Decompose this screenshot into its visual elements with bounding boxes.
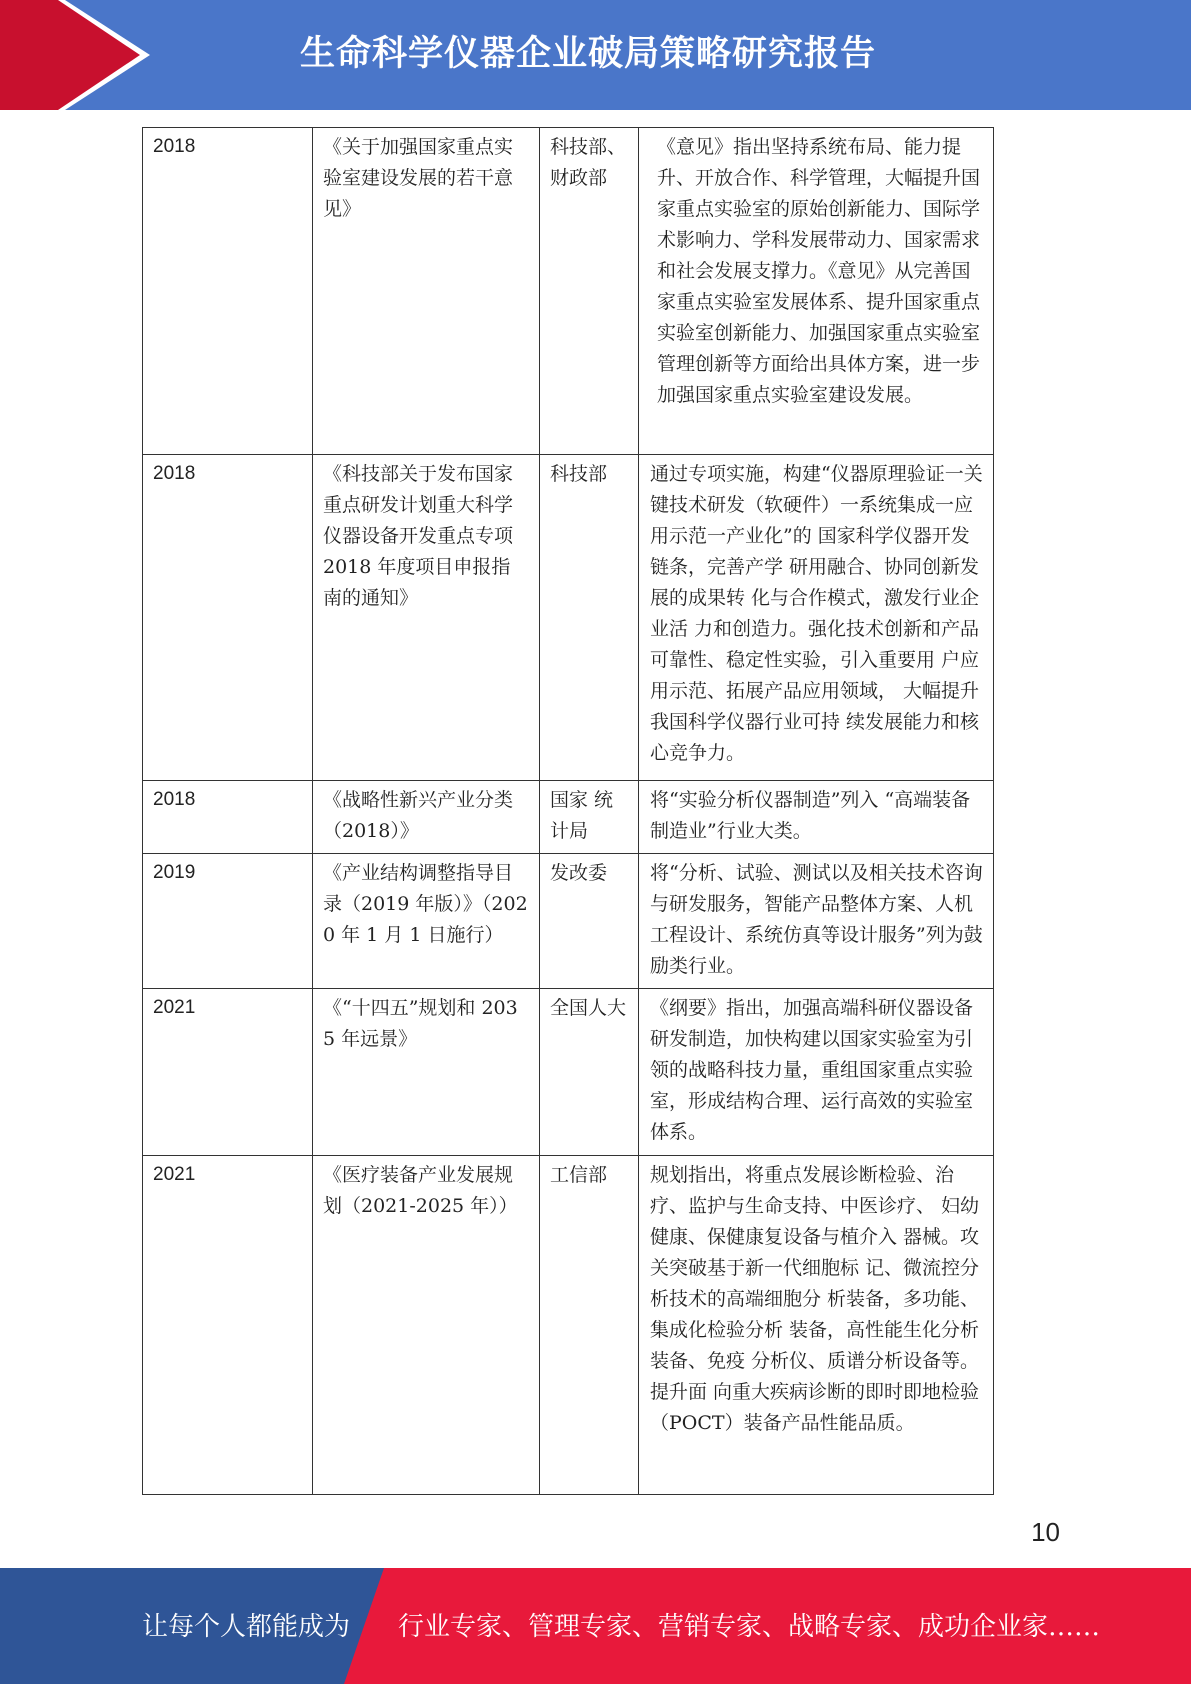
content-cell: 《意见》指出坚持系统布局、能力提升、开放合作、科学管理，大幅提升国家重点实验室的原始创新能力、国际学术影响力、学科发展带动力、国家需求和社会发展支撑力。《意见》从完善国家重点实验室发展体系、提升国家重点实验室创新能力、加强国家重点实验室管理创新等方面给出具体方案，进一步加强国家重点实验室建设发展。: [639, 128, 994, 455]
red-chevron-icon: [0, 0, 160, 110]
document-cell: 《产业结构调整指导目录（2019 年版）》（2020 年 1 月 1 日施行）: [313, 854, 540, 989]
issuer-cell: 工信部: [540, 1156, 639, 1495]
year-cell: 2018: [143, 128, 313, 455]
content-cell: 将“分析、试验、测试以及相关技术咨询与研发服务，智能产品整体方案、人机工程设计、系统仿真等设计服务”列为鼓励类行业。: [639, 854, 994, 989]
year-cell: 2021: [143, 989, 313, 1156]
issuer-cell: 科技部、财政部: [540, 128, 639, 455]
year-cell: 2018: [143, 781, 313, 854]
page-footer: [0, 1568, 1191, 1684]
table-row: [143, 1156, 994, 1495]
year-cell: 2021: [143, 1156, 313, 1495]
issuer-cell: 国家 统计局: [540, 781, 639, 854]
page-number: 10: [1031, 1517, 1060, 1547]
footer-lead-text: 让每个人都能成为: [142, 1612, 351, 1642]
document-cell: 《关于加强国家重点实验室建设发展的若干意见》: [313, 128, 540, 455]
document-cell: 《“十四五”规划和 2035 年远景》: [313, 989, 540, 1156]
content-cell: 《纲要》指出，加强高端科研仪器设备研发制造，加快构建以国家实验室为引领的战略科技力量，重组国家重点实验室，形成结构合理、运行高效的实验室体系。: [639, 989, 994, 1156]
policy-table: [142, 127, 994, 1495]
table-row: [143, 781, 994, 854]
table-row: [143, 455, 994, 781]
issuer-cell: 科技部: [540, 455, 639, 781]
footer-tagline: 行业专家、管理专家、营销专家、战略专家、成功企业家……: [398, 1612, 1101, 1642]
content-cell: 规划指出，将重点发展诊断检验、治疗、监护与生命支持、中医诊疗、 妇幼健康、保健康复设备与植介入 器械。攻关突破基于新一代细胞标 记、微流控分析技术的高端细胞分 析装备，多功能、集成化检验分析 装备，高性能生化分析装备、免疫 分析仪、质谱分析设备等。提升面 向重大疾病诊断的即时即地检验（POCT）装备产品性能品质。: [639, 1156, 994, 1495]
document-cell: 《战略性新兴产业分类（2018）》: [313, 781, 540, 854]
content-cell: [639, 455, 994, 781]
table-row: [143, 128, 994, 455]
year-cell: 2018: [143, 455, 313, 781]
page-header: [0, 0, 1191, 110]
issuer-cell: 全国人大: [540, 989, 639, 1156]
table-row: [143, 989, 994, 1156]
issuer-cell: 发改委: [540, 854, 639, 989]
report-title: 生命科学仪器企业破局策略研究报告: [300, 34, 877, 74]
document-cell: 《医疗装备产业发展规划（2021-2025 年））: [313, 1156, 540, 1495]
content-clip: 通过专项实施，构建“仪器原理验证一关键技术研发（软硬件）一系统集成一应用示范一产业化”的 国家科学仪器开发链条，完善产学 研用融合、协同创新发展的成果转 化与合作模式，激发行业企业活 力和创造力。强化技术创新和产品 可靠性、稳定性实验，引入重要用 户应用示范、拓展产品应用领域， 大幅提升我国科学仪器行业可持 续发展能力和核心竞争力。: [650, 463, 983, 764]
year-cell: 2019: [143, 854, 313, 989]
content-cell: 将“实验分析仪器制造”列入 “高端装备制造业”行业大类。: [639, 781, 994, 854]
table-row: [143, 854, 994, 989]
document-cell: 《科技部关于发布国家重点研发计划重大科学仪器设备开发重点专项 2018 年度项目申报指南的通知》: [313, 455, 540, 781]
